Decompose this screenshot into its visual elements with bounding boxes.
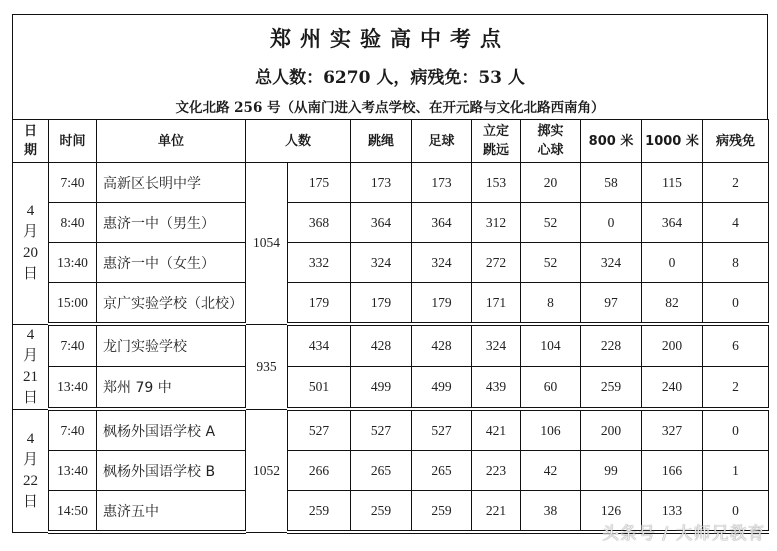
unit-cell: 惠济一中（男生） [97, 203, 246, 243]
shot-put-cell: 52 [521, 203, 581, 243]
time-cell: 15:00 [49, 283, 97, 325]
football-cell: 265 [412, 451, 472, 491]
football-cell: 324 [412, 243, 472, 283]
run-1000-cell: 166 [642, 451, 703, 491]
date-cell: 4 月 22 日 [13, 409, 49, 532]
count-cell: 434 [288, 324, 351, 367]
count-cell: 368 [288, 203, 351, 243]
date-cell: 4 月 20 日 [13, 163, 49, 325]
schedule-body [13, 163, 769, 533]
exempt-cell: 0 [703, 283, 769, 325]
long-jump-cell: 324 [472, 324, 521, 367]
exempt-cell: 1 [703, 451, 769, 491]
col-header-800m: 800 米 [581, 120, 642, 163]
col-header-football: 足球 [412, 120, 472, 163]
shot-put-cell: 104 [521, 324, 581, 367]
watermark: 头条号 / 大师兄教育 [602, 524, 766, 544]
col-header-unit: 单位 [97, 120, 246, 163]
table-row [13, 409, 769, 451]
run-800-cell: 99 [581, 451, 642, 491]
col-header-1000m: 1000 米 [642, 120, 703, 163]
exempt-cell: 2 [703, 163, 769, 203]
group-total-cell: 1054 [246, 163, 288, 325]
group-total-cell: 935 [246, 324, 288, 409]
count-cell: 266 [288, 451, 351, 491]
jump-rope-cell: 179 [351, 283, 412, 325]
address-line: 文化北路 256 号（从南门进入考点学校、在开元路与文化北路西南角） [175, 100, 605, 116]
exempt-cell: 4 [703, 203, 769, 243]
run-1000-cell: 200 [642, 324, 703, 367]
time-cell: 7:40 [49, 409, 97, 451]
run-800-cell: 259 [581, 367, 642, 410]
long-jump-cell: 272 [472, 243, 521, 283]
shot-put-cell: 38 [521, 491, 581, 533]
run-800-cell: 126 [581, 491, 642, 533]
run-1000-cell: 240 [642, 367, 703, 410]
long-jump-cell: 223 [472, 451, 521, 491]
football-cell: 179 [412, 283, 472, 325]
schedule-table [12, 119, 769, 534]
unit-cell: 惠济一中（女生） [97, 243, 246, 283]
jump-rope-cell: 499 [351, 367, 412, 410]
run-800-cell: 97 [581, 283, 642, 325]
exempt-cell: 8 [703, 243, 769, 283]
jump-rope-cell: 173 [351, 163, 412, 203]
time-cell: 8:40 [49, 203, 97, 243]
table-row [13, 203, 769, 243]
count-cell: 179 [288, 283, 351, 325]
totals-summary: 总人数：6270 人，病残免：53 人 [255, 68, 525, 88]
jump-rope-cell: 364 [351, 203, 412, 243]
table-row [13, 451, 769, 491]
unit-cell: 枫杨外国语学校 A [97, 409, 246, 451]
jump-rope-cell: 265 [351, 451, 412, 491]
football-cell: 259 [412, 491, 472, 533]
unit-cell: 龙门实验学校 [97, 324, 246, 367]
count-cell: 501 [288, 367, 351, 410]
football-cell: 364 [412, 203, 472, 243]
time-cell: 7:40 [49, 163, 97, 203]
col-header-long-jump: 立定 跳远 [472, 120, 521, 163]
time-cell: 13:40 [49, 367, 97, 410]
run-1000-cell: 327 [642, 409, 703, 451]
long-jump-cell: 421 [472, 409, 521, 451]
col-header-time: 时间 [49, 120, 97, 163]
shot-put-cell: 8 [521, 283, 581, 325]
jump-rope-cell: 259 [351, 491, 412, 533]
long-jump-cell: 312 [472, 203, 521, 243]
time-cell: 13:40 [49, 451, 97, 491]
col-header-jump-rope: 跳绳 [351, 120, 412, 163]
jump-rope-cell: 527 [351, 409, 412, 451]
count-cell: 259 [288, 491, 351, 533]
jump-rope-cell: 428 [351, 324, 412, 367]
long-jump-cell: 171 [472, 283, 521, 325]
col-header-count: 人数 [246, 120, 351, 163]
header-row [13, 120, 769, 163]
jump-rope-cell: 324 [351, 243, 412, 283]
time-cell: 14:50 [49, 491, 97, 533]
football-cell: 173 [412, 163, 472, 203]
exam-schedule-sheet [12, 14, 768, 534]
run-1000-cell: 133 [642, 491, 703, 533]
run-800-cell: 200 [581, 409, 642, 451]
exempt-cell: 2 [703, 367, 769, 410]
football-cell: 527 [412, 409, 472, 451]
run-800-cell: 0 [581, 203, 642, 243]
count-cell: 175 [288, 163, 351, 203]
unit-cell: 郑州 79 中 [97, 367, 246, 410]
run-1000-cell: 82 [642, 283, 703, 325]
title-block [12, 14, 768, 119]
unit-cell: 枫杨外国语学校 B [97, 451, 246, 491]
run-800-cell: 324 [581, 243, 642, 283]
unit-cell: 京广实验学校（北校） [97, 283, 246, 325]
run-1000-cell: 115 [642, 163, 703, 203]
page-title: 郑州实验高中考点 [270, 27, 510, 51]
unit-cell: 惠济五中 [97, 491, 246, 533]
group-total-cell: 1052 [246, 409, 288, 532]
table-row [13, 163, 769, 203]
col-header-shot-put: 掷实 心球 [521, 120, 581, 163]
count-cell: 527 [288, 409, 351, 451]
table-row [13, 324, 769, 367]
football-cell: 428 [412, 324, 472, 367]
time-cell: 7:40 [49, 324, 97, 367]
long-jump-cell: 221 [472, 491, 521, 533]
date-cell: 4 月 21 日 [13, 324, 49, 409]
football-cell: 499 [412, 367, 472, 410]
count-cell: 332 [288, 243, 351, 283]
shot-put-cell: 42 [521, 451, 581, 491]
shot-put-cell: 20 [521, 163, 581, 203]
shot-put-cell: 60 [521, 367, 581, 410]
run-800-cell: 58 [581, 163, 642, 203]
col-header-date: 日 期 [13, 120, 49, 163]
run-800-cell: 228 [581, 324, 642, 367]
long-jump-cell: 153 [472, 163, 521, 203]
run-1000-cell: 0 [642, 243, 703, 283]
exempt-cell: 0 [703, 409, 769, 451]
table-row [13, 283, 769, 325]
shot-put-cell: 52 [521, 243, 581, 283]
time-cell: 13:40 [49, 243, 97, 283]
unit-cell: 高新区长明中学 [97, 163, 246, 203]
table-row [13, 367, 769, 410]
col-header-exempt: 病残免 [703, 120, 769, 163]
exempt-cell: 6 [703, 324, 769, 367]
table-row [13, 243, 769, 283]
long-jump-cell: 439 [472, 367, 521, 410]
shot-put-cell: 106 [521, 409, 581, 451]
run-1000-cell: 364 [642, 203, 703, 243]
exempt-cell: 0 [703, 491, 769, 533]
